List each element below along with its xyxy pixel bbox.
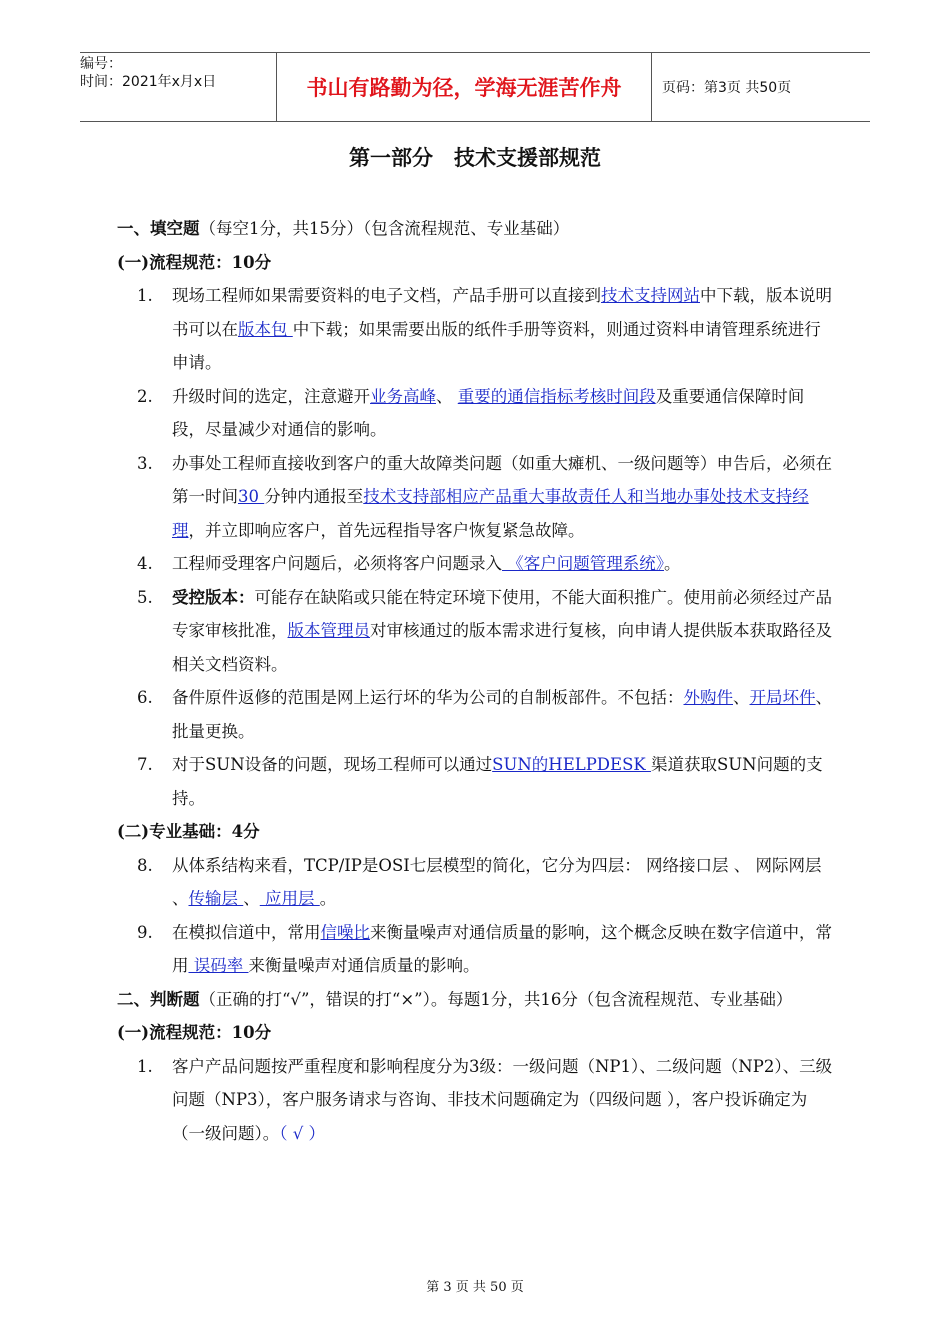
list-item (117, 681, 837, 748)
item-text: 现场工程师如果需要资料的电子文档，产品手册可以直接到 (172, 286, 601, 305)
fill-answer: 外购件 (683, 688, 733, 707)
subsection-process: (一)流程规范：10分 (117, 252, 272, 272)
item-text: 可能存在缺陷或只能在特定环境下使用，不能大面积推广。使用前必须经过产品专家审核批准， (172, 587, 832, 640)
fill-answer: 业务高峰 (370, 386, 436, 406)
item-text: 渠道获取SUN问题的支持。 (172, 755, 823, 808)
fill-answer: 《客户问题管理系统》 (502, 554, 664, 573)
list-item (117, 581, 837, 682)
fill-answer: 信噪比 (320, 922, 370, 942)
fill-list-basics (117, 849, 837, 983)
item-text: 在模拟信道中，常用 (172, 922, 321, 942)
fill-answer: 版本管理员 (287, 621, 370, 640)
item-text: 来衡量噪声对通信质量的影响。 (248, 956, 480, 975)
item-text: 及重要通信保障时间段，尽量减少对通信的影响。 (172, 386, 805, 439)
item-number: 5. (137, 587, 153, 607)
time-label: 时间：2021年x月x日 (80, 74, 217, 90)
fill-answer: SUN的HELPDESK (492, 755, 651, 774)
list-item (117, 547, 837, 581)
header-page-code: 页码：第3页 共50页 (662, 80, 792, 96)
item-number: 1. (137, 286, 153, 305)
list-item (117, 279, 837, 380)
subsection-process-2: (一)流程规范：10分 (117, 1023, 272, 1042)
fill-answer: 重要的通信指标考核时间段 (457, 386, 656, 406)
item-number: 9. (137, 922, 153, 942)
item-text: 、 (733, 688, 750, 707)
item-text: 客户产品问题按严重程度和影响程度分为3级：一级问题（NP1）、二级问题（NP2）、三级问题（NP3），客户服务请求与咨询、非技术问题确定为（四级问题 ），客户投诉确定为（一级问题）。 (172, 1056, 833, 1143)
section-heading-fill (117, 212, 837, 246)
subsection-basics: (二)专业基础：4分 (117, 822, 260, 841)
item-text: 中下载，版本说明书可以在 (172, 286, 832, 339)
item-text: 升级时间的选定，注意避开 (172, 386, 370, 406)
item-number: 2. (137, 386, 153, 406)
item-bold-term: 受控版本： (172, 587, 255, 607)
list-item (117, 849, 837, 916)
item-text: 分钟内通报至 (264, 487, 364, 506)
item-number: 8. (137, 855, 153, 875)
fill-answer: 技术支持部相应产品重大事故责任人和当地办事处技术支持经理 (172, 487, 809, 540)
item-text: 办事处工程师直接收到客户的重大故障类问题（如重大瘫机、一级问题等）申告后，必须在第一时间 (172, 453, 832, 506)
page-title: 第一部分 技术支援部规范 (349, 146, 601, 170)
item-number: 4. (137, 554, 153, 573)
item-text: 、 (243, 889, 260, 908)
item-text: 中下载；如果需要出版的纸件手册等资料，则通过资料申请管理系统进行申请。 (172, 319, 821, 372)
list-item (117, 380, 837, 447)
item-number: 1. (137, 1056, 153, 1076)
section-heading-rest: （每空1分，共15分）（包含流程规范、专业基础） (199, 219, 570, 238)
section-heading-bold: 一、填空题 (117, 219, 200, 238)
list-item (117, 447, 837, 548)
item-text: 来衡量噪声对通信质量的影响，这个概念反映在数字信道中，常用 (172, 922, 832, 975)
code-label: 编号： (80, 56, 122, 72)
section-heading-bold: 二、判断题 (117, 989, 200, 1009)
page-header (80, 52, 870, 122)
fill-answer: 30 (238, 487, 265, 506)
item-answer: （ √ ） (279, 1123, 326, 1143)
item-number: 3. (137, 453, 153, 473)
item-text: 对审核通过的版本需求进行复核，向申请人提供版本获取路径及相关文档资料。 (172, 621, 832, 674)
item-text: 。 (664, 554, 681, 573)
item-number: 6. (137, 688, 153, 707)
item-text: 、批量更换。 (172, 688, 832, 741)
document-body (117, 212, 837, 1150)
fill-answer: 技术支持网站 (601, 286, 700, 305)
item-text: 工程师受理客户问题后，必须将客户问题录入 (172, 554, 502, 573)
list-item (117, 916, 837, 983)
item-text: 备件原件返修的范围是网上运行坏的华为公司的自制板部件。不包括： (172, 688, 684, 707)
fill-list-process (117, 279, 837, 815)
section-heading-judge (117, 983, 837, 1017)
item-text: 对于SUN设备的问题，现场工程师可以通过 (172, 755, 493, 774)
page-footer: 第 3 页 共 50 页 (426, 1280, 524, 1295)
fill-answer: 误码率 (188, 956, 249, 975)
item-text: 。 (319, 889, 337, 908)
fill-answer: 版本包 (238, 319, 293, 339)
list-item (117, 1050, 837, 1151)
fill-answer: 传输层 (188, 889, 244, 908)
header-motto: 书山有路勤为径，学海无涯苦作舟 (276, 53, 652, 121)
item-text: 、 (436, 386, 458, 406)
header-meta (80, 53, 276, 123)
item-text: 从体系结构来看，TCP/IP是OSI七层模型的简化，它分为四层： 网络接口层 、 网际网层 、 (172, 855, 822, 908)
fill-answer: 应用层 (259, 889, 320, 908)
item-number: 7. (137, 755, 153, 774)
section-heading-rest: （正确的打“√”，错误的打“×”）。每题1分，共16分（包含流程规范、专业基础） (199, 989, 793, 1009)
fill-answer: 开局坏件 (749, 688, 816, 707)
list-item (117, 748, 837, 815)
item-text: ，并立即响应客户，首先远程指导客户恢复紧急故障。 (188, 520, 585, 540)
